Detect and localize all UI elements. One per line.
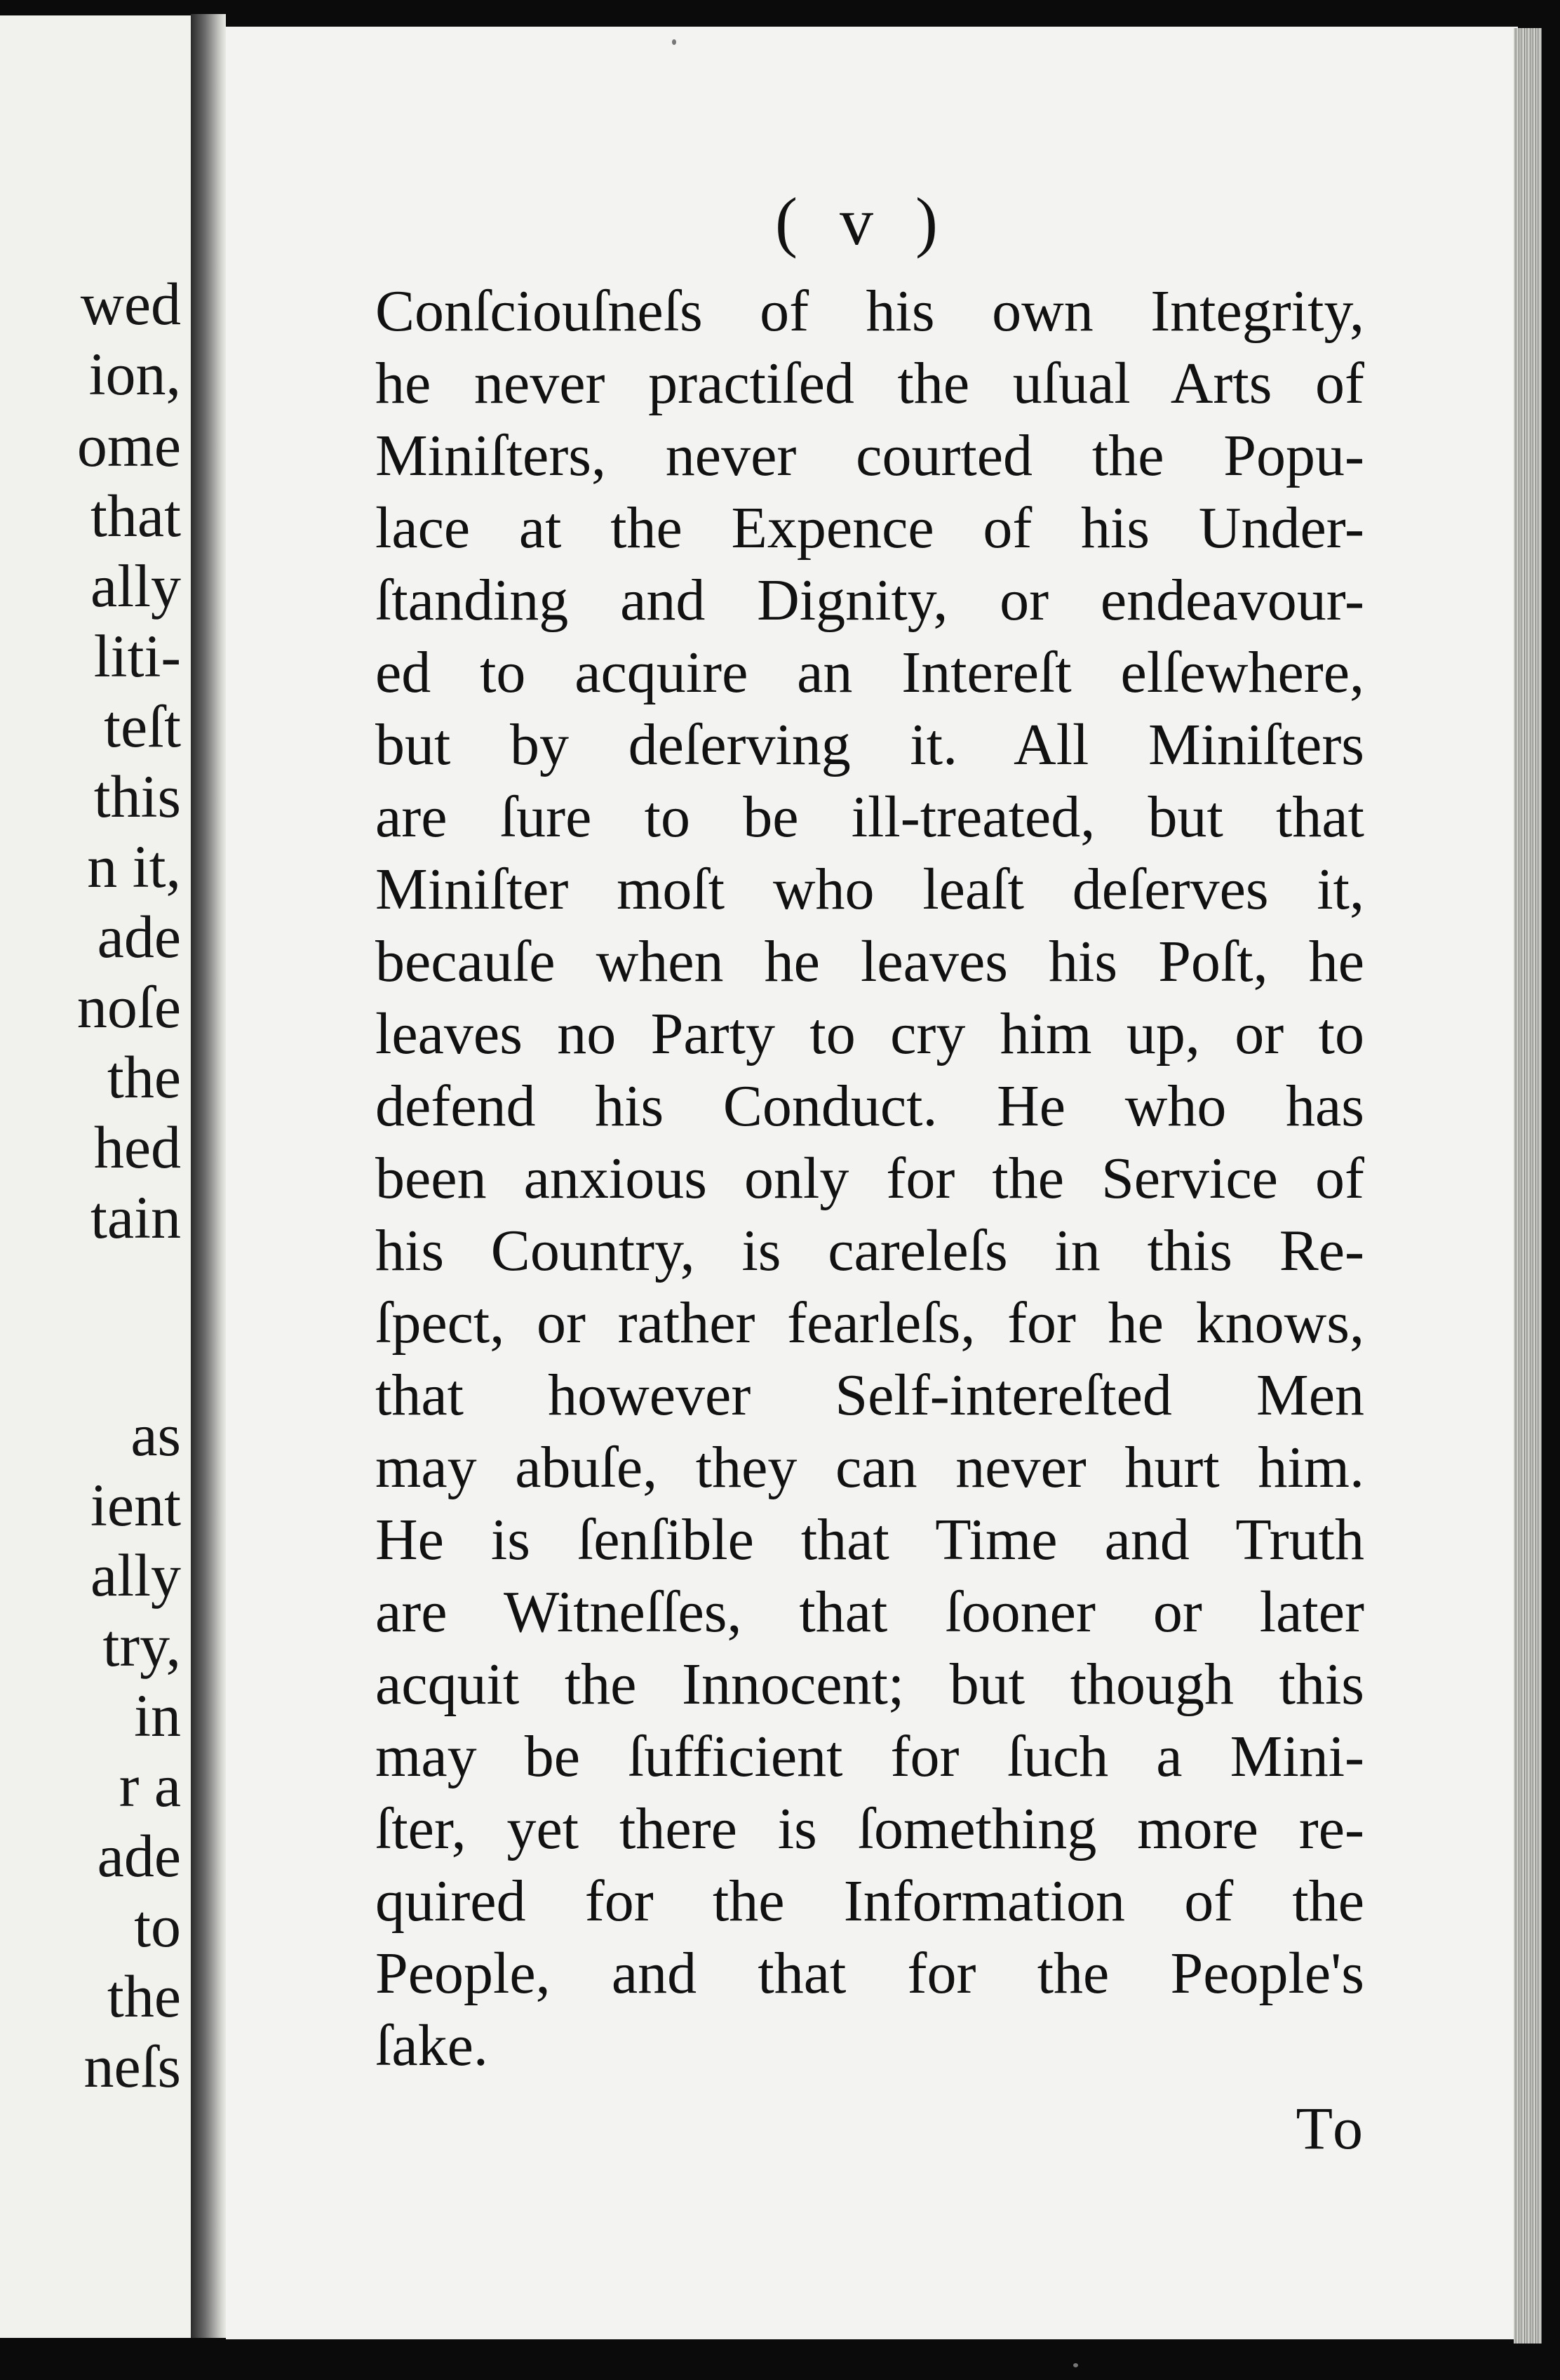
left-page-line: r a xyxy=(119,1752,181,1819)
text-line: lace at the Expence of his Under- xyxy=(375,495,1364,561)
text-line: ſake. xyxy=(375,2013,488,2078)
text-line: defend his Conduct. He who has xyxy=(375,1074,1364,1139)
left-page-line: teſt xyxy=(104,693,181,760)
text-line: ſpect, or rather fearleſs, for he knows, xyxy=(375,1290,1364,1356)
text-line: acquit the Innocent; but though this xyxy=(375,1652,1364,1717)
left-page-line: ient xyxy=(90,1471,181,1539)
left-page-line: hed xyxy=(93,1114,181,1181)
ink-speck xyxy=(1073,2363,1078,2367)
left-page-line: ade xyxy=(97,1822,181,1890)
left-page-line: ome xyxy=(76,412,181,479)
text-line: Conſciouſneſs of his own Integrity, xyxy=(375,279,1364,344)
left-page-line: the xyxy=(107,1963,181,2030)
text-line: are ſure to be ill-treated, but that xyxy=(375,784,1364,850)
left-page-line: liti- xyxy=(93,622,181,690)
text-line: that however Self-intereſted Men xyxy=(375,1363,1364,1428)
book-gutter xyxy=(191,14,226,2338)
left-page-line: try, xyxy=(102,1612,181,1679)
text-line: quired for the Information of the xyxy=(375,1868,1364,1934)
left-page-line: noſe xyxy=(76,973,181,1041)
text-line: becauſe when he leaves his Poſt, he xyxy=(375,929,1364,994)
left-page-line: n it, xyxy=(87,833,181,900)
left-page-line: in xyxy=(134,1682,181,1749)
left-page-line: neſs xyxy=(83,2033,181,2100)
text-line: may be ſufficient for ſuch a Mini- xyxy=(375,1724,1364,1789)
page-edges xyxy=(1514,28,1542,2344)
text-line: Miniſters, never courted the Popu- xyxy=(375,423,1364,488)
ink-speck xyxy=(672,39,676,45)
body-text xyxy=(375,275,1364,2082)
text-line: been anxious only for the Service of xyxy=(375,1146,1364,1211)
text-line: are Witneſſes, that ſooner or later xyxy=(375,1579,1364,1645)
left-page-line: that xyxy=(90,482,181,549)
text-line: ed to acquire an Intereſt elſewhere, xyxy=(375,640,1364,705)
text-line: ſter, yet there is ſomething more re- xyxy=(375,1796,1364,1861)
left-page-line: this xyxy=(93,763,181,830)
left-page-line: tain xyxy=(90,1184,181,1251)
left-page-line: as xyxy=(130,1401,181,1469)
text-line: Miniſter moſt who leaſt deſerves it, xyxy=(375,857,1364,922)
left-page-line: ally xyxy=(90,552,181,620)
catchword: To xyxy=(1296,2094,1367,2162)
text-line: He is ſenſible that Time and Truth xyxy=(375,1507,1364,1572)
page-number: ( v ) xyxy=(775,184,950,259)
text-line: leaves no Party to cry him up, or to xyxy=(375,1001,1364,1067)
text-line: he never practiſed the uſual Arts of xyxy=(375,351,1364,416)
text-line: his Country, is careleſs in this Re- xyxy=(375,1218,1364,1283)
left-page-line: the xyxy=(107,1043,181,1111)
text-line: but by deſerving it. All Miniſters xyxy=(375,712,1364,777)
text-line: may abuſe, they can never hurt him. xyxy=(375,1435,1364,1500)
left-page-line: ade xyxy=(97,903,181,970)
left-facing-page xyxy=(0,15,191,2338)
left-page-line: wed xyxy=(80,270,181,337)
text-line: ſtanding and Dignity, or endeavour- xyxy=(375,568,1364,633)
left-page-line: ion, xyxy=(88,340,181,408)
left-page-line: ally xyxy=(90,1542,181,1609)
left-page-line: to xyxy=(134,1892,181,1960)
text-line: People, and that for the People's xyxy=(375,1941,1364,2006)
